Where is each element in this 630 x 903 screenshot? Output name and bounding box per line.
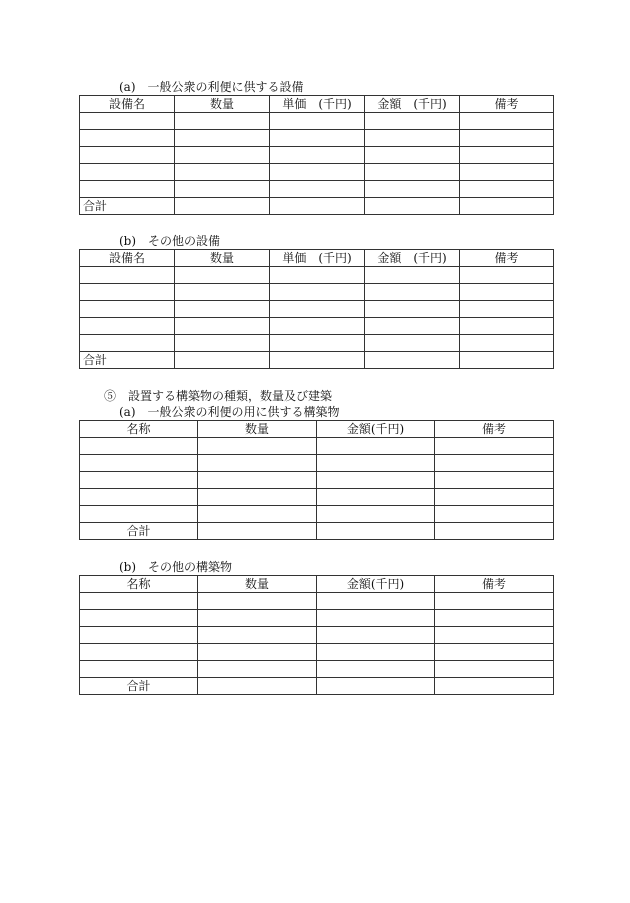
header-amount: 金額 (千円) [365,250,460,267]
header-amount: 金額(千円) [317,576,435,593]
table-row[interactable] [80,284,554,301]
table-row[interactable] [80,301,554,318]
section-a-equipment-caption: (a) 一般公衆の利便に供する設備 [119,80,304,94]
table-row[interactable] [80,455,554,472]
table-row[interactable] [80,113,554,130]
header-name: 名称 [80,576,198,593]
table-row[interactable] [80,661,554,678]
header-unit-price: 単価 (千円) [270,96,365,113]
total-label: 合計 [80,352,175,369]
table-row[interactable] [80,644,554,661]
table-row[interactable] [80,472,554,489]
other-structures-table [79,575,554,695]
section-a-structures-caption: (a) 一般公衆の利便の用に供する構築物 [119,405,340,419]
header-quantity: 数量 [198,421,317,438]
header-amount: 金額(千円) [317,421,435,438]
table-row[interactable] [80,627,554,644]
table-row[interactable] [80,318,554,335]
table-row[interactable] [80,438,554,455]
table-header-row [80,576,554,593]
structures-heading: ⑤ 設置する構築物の種類，数量及び建築 [104,389,333,403]
header-quantity: 数量 [198,576,317,593]
table-row[interactable] [80,506,554,523]
table-row[interactable] [80,593,554,610]
total-label: 合計 [80,678,198,695]
table-header-row [80,96,554,113]
header-amount: 金額 (千円) [365,96,460,113]
header-remarks: 備考 [435,421,554,438]
header-remarks: 備考 [460,96,554,113]
total-row[interactable] [80,198,554,215]
header-remarks: 備考 [435,576,554,593]
total-row[interactable] [80,523,554,540]
table-row[interactable] [80,181,554,198]
other-equipment-table [79,249,554,369]
table-header-row [80,250,554,267]
table-row[interactable] [80,164,554,181]
header-quantity: 数量 [175,96,270,113]
table-row[interactable] [80,147,554,164]
total-row[interactable] [80,352,554,369]
header-name: 名称 [80,421,198,438]
total-label: 合計 [80,198,175,215]
header-unit-price: 単価 (千円) [270,250,365,267]
table-row[interactable] [80,130,554,147]
header-remarks: 備考 [460,250,554,267]
table-row[interactable] [80,335,554,352]
section-b-equipment-caption: (b) その他の設備 [119,234,221,248]
header-equipment-name: 設備名 [80,250,175,267]
total-label: 合計 [80,523,198,540]
public-structures-table [79,420,554,540]
header-quantity: 数量 [175,250,270,267]
total-row[interactable] [80,678,554,695]
header-equipment-name: 設備名 [80,96,175,113]
table-header-row [80,421,554,438]
public-equipment-table [79,95,554,215]
table-row[interactable] [80,489,554,506]
section-b-structures-caption: (b) その他の構築物 [119,560,233,574]
table-row[interactable] [80,267,554,284]
table-row[interactable] [80,610,554,627]
